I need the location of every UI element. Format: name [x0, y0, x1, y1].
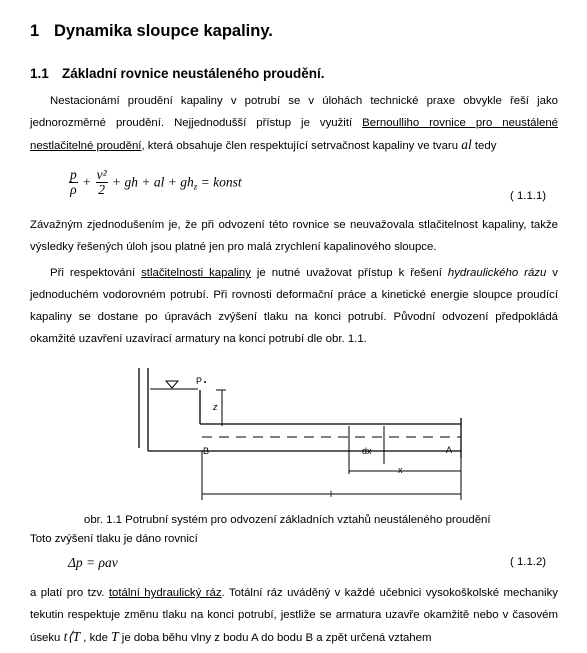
paragraph-intro [30, 90, 558, 157]
para4-text-d: je doba běhu vlny z bodu A do bodu B a zpět určená vztahem [118, 632, 432, 644]
water-level-marker [166, 381, 178, 388]
para3-text-b: je nutné uvažovat přístup k řešení [250, 267, 448, 279]
para3-text-a: Při respektování [50, 267, 142, 279]
label-b: B [203, 446, 210, 456]
total-hammer-link[interactable]: totální hydraulický ráz [108, 587, 222, 599]
para3-italic: hydraulického rázu [447, 267, 547, 279]
chapter-title: Dynamika sloupce kapaliny. [54, 22, 273, 40]
para1-text-b: , která obsahuje člen respektující setrvačnost kapaliny ve tvaru [141, 140, 462, 152]
point-dot-p [204, 381, 206, 383]
compressibility-link[interactable]: stlačitelnosti kapaliny [141, 267, 251, 279]
para1-text-c: tedy [471, 140, 497, 152]
bernoulli-link[interactable]: Bernoulliho rovnice pro neustálené nestlačitelné proudění [30, 117, 559, 152]
label-x: x [398, 465, 403, 475]
fraction-p-rho [69, 168, 78, 197]
paragraph-simplification: Závažným zjednodušením je, že při odvození této rovnice se neuvažovala stlačitelnost kapaliny, takže výsledky řešených úloh jsou platné jen pro malá zrychlení kapalinového sloupce. [30, 219, 558, 253]
para1-text-a: Nestacionámí proudění kapaliny v potrubí se v úlohách technické praxe obvykle řeší jako jednorozměrné proudění. Nejjednodušší přístup je využití [30, 95, 558, 129]
eq1-sub-z: z [193, 181, 198, 192]
equation-1-1-1: $\frac{p}{\rho}$ + $\frac{\text{v²}}{2}$ + gh + al + $gh_z$ = konst [70, 167, 242, 197]
para4-math-T: T [111, 629, 119, 644]
eq1-rest: + gh + al + gh [112, 174, 194, 190]
chapter-number: 1 [30, 22, 40, 40]
chapter-heading [30, 22, 273, 41]
line-pressure-increase: Toto zvýšení tlaku je dáno rovnicí [30, 533, 198, 545]
para1-math-al: al [461, 137, 472, 152]
fraction-v2-2 [96, 168, 108, 197]
equation-number-1: ( 1.1.1) [510, 190, 547, 202]
label-l: l [330, 489, 332, 499]
eq1-p: p [70, 167, 77, 182]
eq1-v2: v² [96, 167, 107, 182]
para4-text-b: . Totální ráz uváděný v každé učebnici vysokoškolské mechaniky tekutin respektuje změnu tlaku na konci potrubí, jestliže se armatura uzavře okamžitě nebo v časovém úseku [30, 587, 558, 644]
paragraph-compressibility [30, 262, 558, 350]
equation-number-2: ( 1.1.2) [510, 556, 547, 568]
section-title: Základní rovnice neustáleného proudění. [62, 66, 325, 81]
paragraph-total-hammer [30, 582, 558, 649]
label-a: A [446, 445, 453, 455]
equation-1-1-2: Δp = ρav [68, 555, 118, 570]
label-z: z [213, 402, 218, 412]
para4-text-c: , kde [80, 632, 112, 644]
pipe-system-figure [0, 360, 587, 510]
section-heading [30, 66, 325, 81]
eq1-tail: = konst [200, 174, 242, 190]
para3-text-c: v jednoduchém vodorovném potrubí. Při rovnosti deformační práce a kinetické energie sloupce proudící kapaliny se dostane po úpravách zvýšení tlaku na konci potrubí. Původní odvození předpokládá okamžité uzavření uzavírací armatury na konci potrubí dle obr. 1.1. [30, 267, 558, 345]
eq1-rho: ρ [70, 182, 77, 197]
section-number: 1.1 [30, 66, 49, 81]
label-p: P [196, 376, 203, 386]
para4-math-t: t⟨T [63, 629, 81, 644]
eq1-two: 2 [98, 182, 106, 197]
para4-text-a: a platí pro tzv. [30, 587, 109, 599]
figure-caption: obr. 1.1 Potrubní systém pro odvození základních vztahů neustáleného proudění [84, 514, 491, 526]
label-dx: dx [362, 446, 372, 456]
